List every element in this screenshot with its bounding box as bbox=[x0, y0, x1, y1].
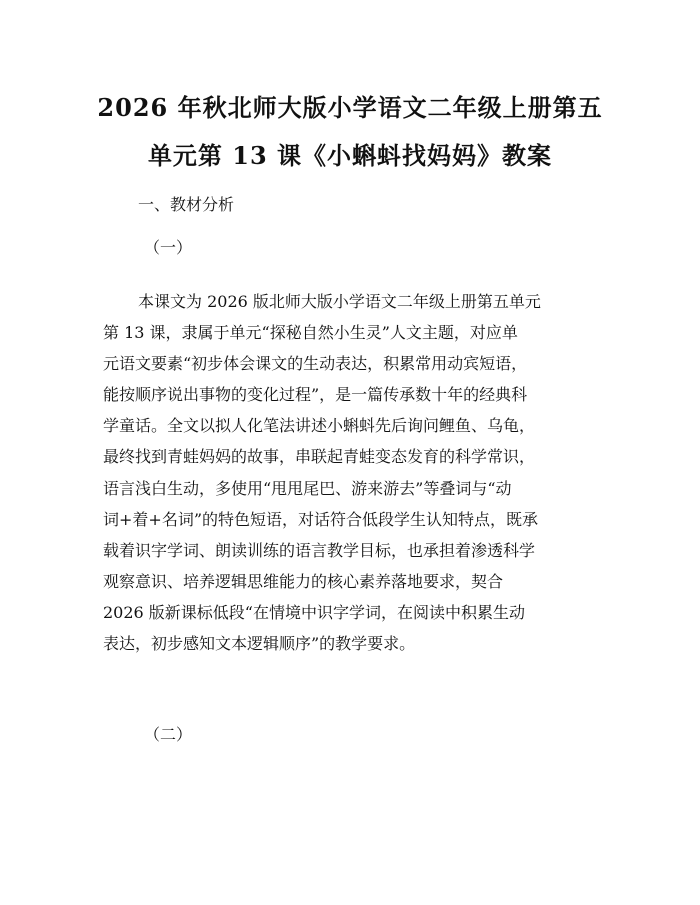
analysis-paragraph bbox=[103, 286, 593, 659]
section-heading-teaching-material-analysis: 一、教材分析 bbox=[138, 195, 235, 214]
paragraph-line: 表达，初步感知文本逻辑顺序”的教学要求。 bbox=[103, 634, 416, 654]
paragraph-line: 第 13 课，隶属于单元“探秘自然小生灵”人文主题，对应单 bbox=[103, 323, 518, 343]
paragraph-line: 能按顺序说出事物的变化过程”，是一篇传承数十年的经典科 bbox=[103, 385, 528, 405]
paragraph-line: 载着识字学词、朗读训练的语言教学目标，也承担着渗透科学 bbox=[103, 540, 536, 560]
paragraph-line: 元语文要素“初步体会课文的生动表达，积累常用动宾短语， bbox=[103, 354, 528, 374]
paragraph-line: 学童话。全文以拟人化笔法讲述小蝌蚪先后询问鲤鱼、乌龟， bbox=[103, 416, 536, 436]
title-line-1: 2026 年秋北师大版小学语文二年级上册第五 bbox=[97, 93, 603, 122]
paragraph-line: 词+着+名词”的特色短语，对话符合低段学生认知特点，既承 bbox=[103, 509, 538, 529]
document-title bbox=[60, 84, 640, 180]
paragraph-line: 语言浅白生动，多使用“甩甩尾巴、游来游去”等叠词与“动 bbox=[103, 478, 512, 498]
paragraph-line: 最终找到青蛙妈妈的故事，串联起青蛙变态发育的科学常识， bbox=[103, 447, 536, 467]
paragraph-line: 2026 版新课标低段“在情境中识字学词，在阅读中积累生动 bbox=[103, 602, 525, 622]
title-line-2: 单元第 13 课《小蝌蚪找妈妈》教案 bbox=[147, 141, 553, 170]
subsection-heading-2: （二） bbox=[144, 725, 193, 744]
paragraph-line: 本课文为 2026 版北师大版小学语文二年级上册第五单元 bbox=[138, 292, 541, 311]
paragraph-line: 观察意识、培养逻辑思维能力的核心素养落地要求，契合 bbox=[103, 571, 504, 591]
subsection-heading-1: （一） bbox=[144, 238, 193, 257]
